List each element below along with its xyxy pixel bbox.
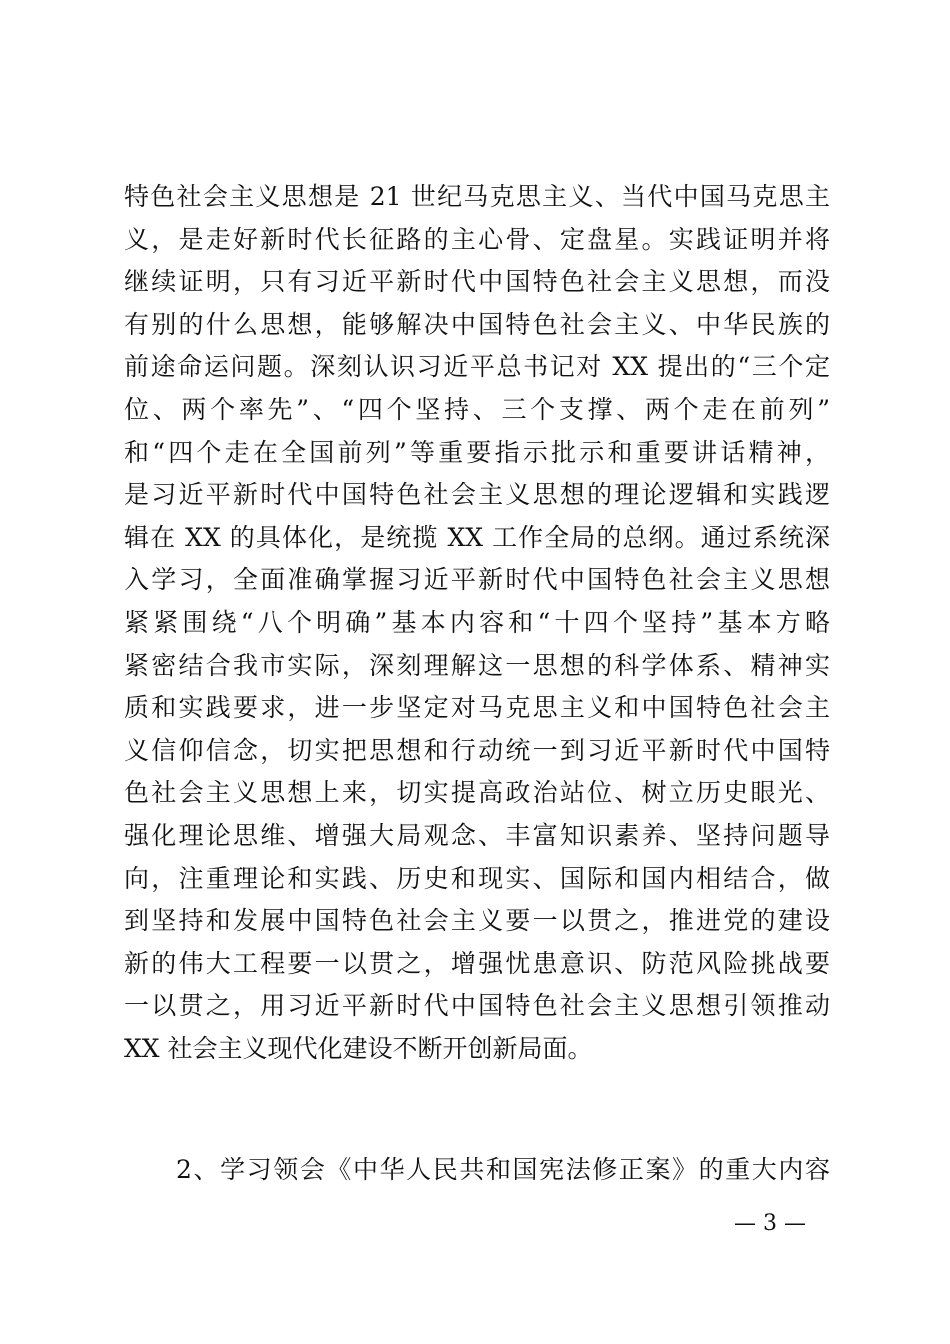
paragraph-line: 质和实践要求，进一步坚定对马克思主义和中国特色社会主 [124,693,830,723]
paragraph-line: 色社会主义思想上来，切实提高政治站位、树立历史眼光、 [124,778,830,808]
paragraph-line: 前途命运问题。深刻认识习近平总书记对 XX 提出的“三个定 [124,352,830,382]
paragraph-line: 紧密结合我市实际，深刻理解这一思想的科学体系、精神实 [124,650,830,680]
paragraph-line: 辑在 XX 的具体化，是统揽 XX 工作全局的总纲。通过系统深 [124,522,830,552]
paragraph-line: 一以贯之，用习近平新时代中国特色社会主义思想引领推动 [124,991,830,1021]
paragraph-line: 特色社会主义思想是 21 世纪马克思主义、当代中国马克思主 [124,182,830,211]
paragraph-line: 和“四个走在全国前列”等重要指示批示和重要讲话精神， [124,437,830,467]
paragraph-line: 向，注重理论和实践、历史和现实、国际和国内相结合，做 [124,863,830,893]
paragraph-line: XX 社会主义现代化建设不断开创新局面。 [124,1033,593,1063]
paragraph-line: 强化理论思维、增强大局观念、丰富知识素养、坚持问题导 [124,820,830,850]
paragraph-line: 义信仰信念，切实把思想和行动统一到习近平新时代中国特 [124,735,830,765]
paragraph-line: 有别的什么思想，能够解决中国特色社会主义、中华民族的 [124,309,830,339]
paragraph-line: 义，是走好新时代长征路的主心骨、定盘星。实践证明并将 [124,224,830,254]
body-paragraph [124,176,830,1070]
paragraph-line: 是习近平新时代中国特色社会主义思想的理论逻辑和实践逻 [124,480,830,510]
paragraph-line: 新的伟大工程要一以贯之，增强忧患意识、防范风险挑战要 [124,948,830,978]
paragraph-line: 入学习，全面准确掌握习近平新时代中国特色社会主义思想 [124,565,830,595]
paragraph-line: 紧紧围绕“八个明确”基本内容和“十四个坚持”基本方略 [124,607,830,637]
page-number: — 3 — [734,1211,806,1236]
paragraph-line: 继续证明，只有习近平新时代中国特色社会主义思想，而没 [124,267,830,297]
paragraph-line: 位、两个率先”、“四个坚持、三个支撑、两个走在前列” [124,394,830,424]
section-heading: 2、学习领会《中华人民共和国宪法修正案》的重大内容 [176,1155,830,1184]
paragraph-line: 到坚持和发展中国特色社会主义要一以贯之，推进党的建设 [124,906,830,936]
